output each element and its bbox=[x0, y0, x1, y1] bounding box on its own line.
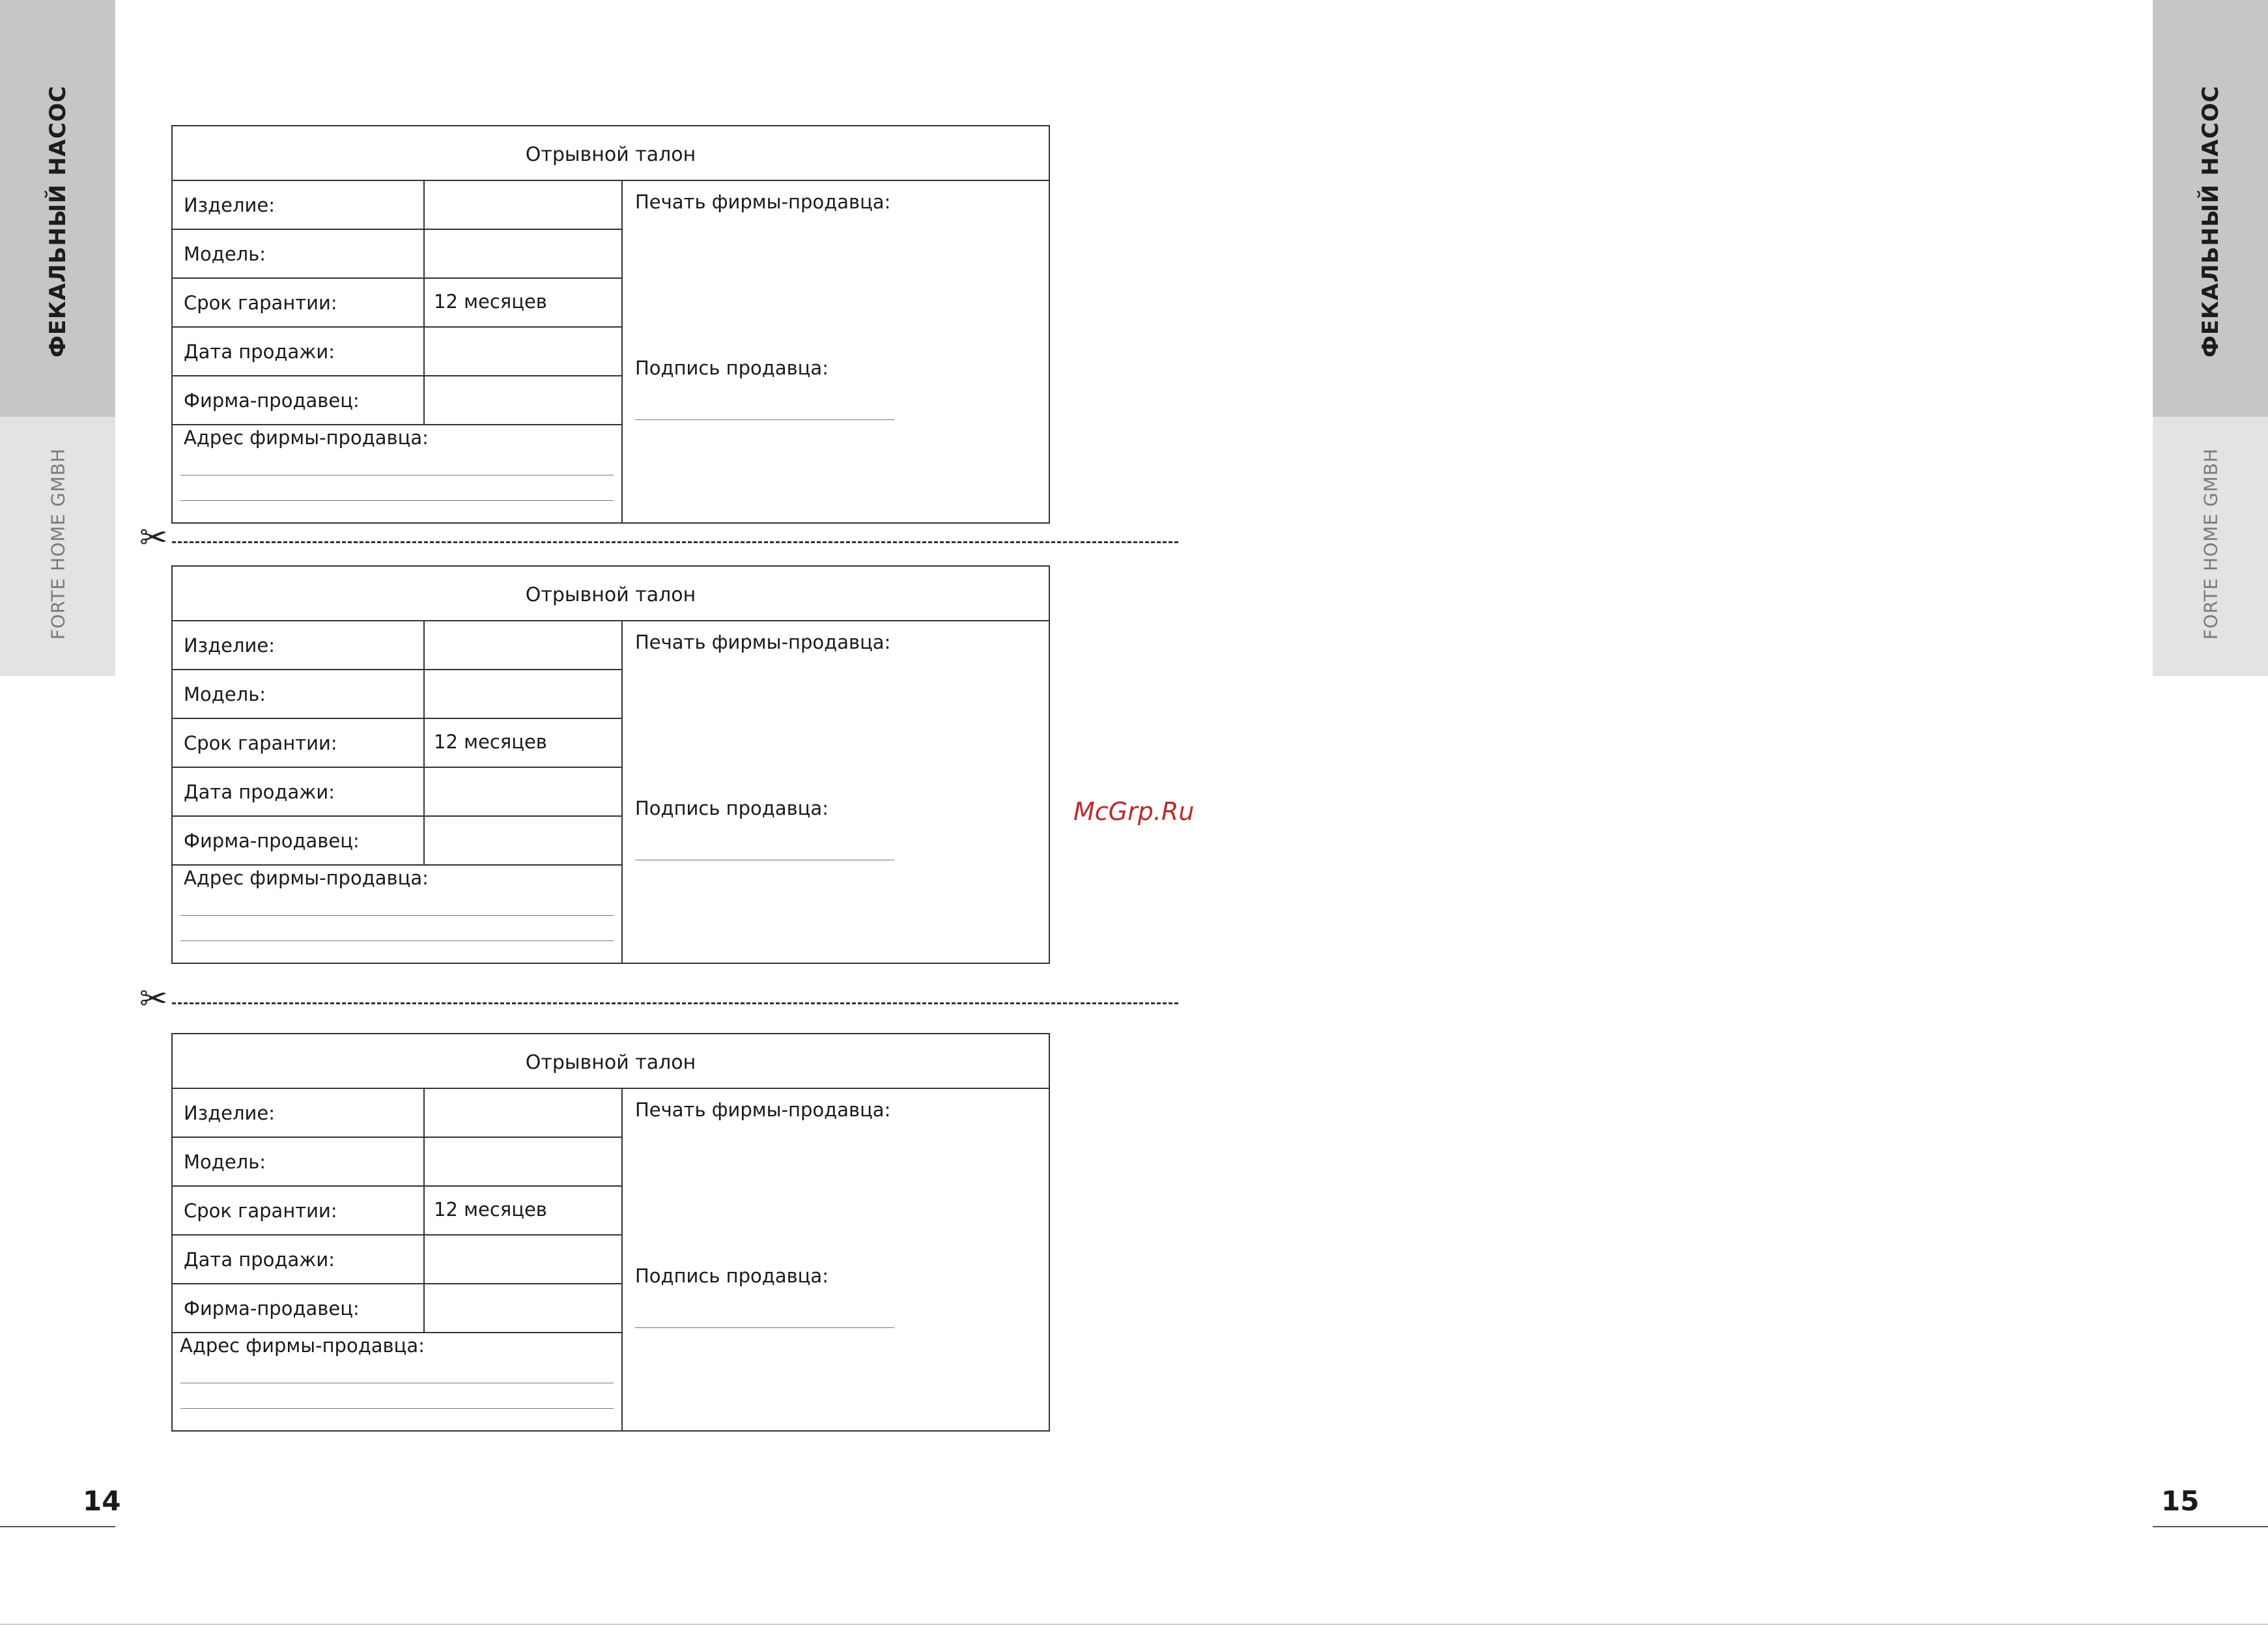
stamp-label: Печать фирмы-продавца: bbox=[635, 191, 891, 213]
row-label: Изделие: bbox=[184, 1102, 276, 1124]
coupon-row-product bbox=[173, 621, 621, 670]
coupon-row-seller bbox=[173, 1284, 621, 1333]
row-label: Дата продажи: bbox=[184, 781, 335, 803]
row-label: Изделие: bbox=[184, 634, 276, 657]
coupon-row-model bbox=[173, 670, 621, 719]
row-label: Изделие: bbox=[184, 194, 276, 216]
dashed-line bbox=[172, 1002, 1178, 1004]
row-label: Срок гарантии: bbox=[184, 1200, 337, 1222]
stamp-label: Печать фирмы-продавца: bbox=[635, 631, 891, 653]
column-divider bbox=[621, 1089, 623, 1430]
page-number-rule-left bbox=[0, 1526, 115, 1527]
row-value-cell[interactable] bbox=[423, 768, 621, 817]
address-line[interactable] bbox=[180, 940, 614, 941]
row-value-cell[interactable] bbox=[423, 670, 621, 719]
address-label: Адрес фирмы-продавца: bbox=[180, 1335, 425, 1357]
coupon-header: Отрывной талон bbox=[173, 126, 1049, 181]
row-value: 12 месяцев bbox=[434, 290, 547, 313]
row-value-cell[interactable] bbox=[423, 1138, 621, 1187]
column-divider bbox=[621, 181, 623, 522]
right-side-brand: FORTE HOME GMBH bbox=[2200, 447, 2221, 640]
row-value-cell[interactable] bbox=[423, 328, 621, 376]
row-value-cell[interactable] bbox=[423, 279, 621, 328]
page-number-left: 14 bbox=[83, 1485, 121, 1517]
row-value-cell[interactable] bbox=[423, 181, 621, 230]
coupon-row-model bbox=[173, 230, 621, 279]
row-value-cell[interactable] bbox=[423, 230, 621, 279]
coupon-row-product bbox=[173, 1089, 621, 1138]
coupon-2 bbox=[171, 565, 1050, 964]
left-side-brand: FORTE HOME GMBH bbox=[47, 447, 68, 640]
signature-label: Подпись продавца: bbox=[635, 1265, 829, 1287]
row-value-cell[interactable] bbox=[423, 817, 621, 866]
row-label: Дата продажи: bbox=[184, 1249, 335, 1271]
row-label: Модель: bbox=[184, 1151, 266, 1173]
coupon-row-sale-date bbox=[173, 768, 621, 817]
coupon-row-product bbox=[173, 181, 621, 230]
row-label: Дата продажи: bbox=[184, 341, 335, 363]
watermark-link[interactable]: McGrp.Ru bbox=[1073, 797, 1195, 826]
address-line[interactable] bbox=[180, 915, 614, 916]
signature-label: Подпись продавца: bbox=[635, 797, 829, 819]
left-side-tab-dark bbox=[0, 0, 115, 417]
row-value-cell[interactable] bbox=[423, 1284, 621, 1333]
coupon-header: Отрывной талон bbox=[173, 1034, 1049, 1089]
stamp-label: Печать фирмы-продавца: bbox=[635, 1099, 891, 1121]
coupon-row-model bbox=[173, 1138, 621, 1187]
row-value-cell[interactable] bbox=[423, 621, 621, 670]
coupon-header: Отрывной талон bbox=[173, 567, 1049, 621]
left-side-tab-light bbox=[0, 417, 115, 676]
row-value: 12 месяцев bbox=[434, 1198, 547, 1221]
right-side-title: ФЕКАЛЬНЫЙ НАСОС bbox=[2197, 85, 2224, 358]
row-label: Фирма-продавец: bbox=[184, 389, 360, 412]
page-number-rule-right bbox=[2153, 1526, 2268, 1527]
coupon-row-warranty bbox=[173, 1187, 621, 1236]
row-label: Срок гарантии: bbox=[184, 732, 337, 754]
row-value-cell[interactable] bbox=[423, 1187, 621, 1236]
address-label: Адрес фирмы-продавца: bbox=[184, 427, 429, 449]
row-value-cell[interactable] bbox=[423, 719, 621, 768]
coupon-row-seller bbox=[173, 817, 621, 866]
coupon-1 bbox=[171, 125, 1050, 524]
row-value-cell[interactable] bbox=[423, 376, 621, 425]
row-value-cell[interactable] bbox=[423, 1089, 621, 1138]
column-divider bbox=[621, 621, 623, 963]
row-value: 12 месяцев bbox=[434, 731, 547, 753]
address-line[interactable] bbox=[180, 500, 614, 501]
right-side-tab-light bbox=[2153, 417, 2268, 676]
coupon-row-seller bbox=[173, 376, 621, 425]
scissors-icon: ✂ bbox=[139, 518, 168, 558]
address-line[interactable] bbox=[180, 1408, 614, 1409]
row-label: Срок гарантии: bbox=[184, 292, 337, 314]
left-side-title: ФЕКАЛЬНЫЙ НАСОС bbox=[44, 85, 71, 358]
right-side-tab-dark bbox=[2153, 0, 2268, 417]
row-label: Модель: bbox=[184, 683, 266, 705]
signature-line[interactable] bbox=[635, 1327, 894, 1328]
dashed-line bbox=[172, 541, 1178, 543]
signature-label: Подпись продавца: bbox=[635, 357, 829, 379]
page-number-right: 15 bbox=[2161, 1485, 2200, 1517]
address-label: Адрес фирмы-продавца: bbox=[184, 867, 429, 889]
row-label: Модель: bbox=[184, 243, 266, 265]
coupon-row-warranty bbox=[173, 279, 621, 328]
row-label: Фирма-продавец: bbox=[184, 830, 360, 852]
coupon-row-warranty bbox=[173, 719, 621, 768]
coupon-row-sale-date bbox=[173, 1236, 621, 1284]
signature-line[interactable] bbox=[635, 419, 894, 420]
row-label: Фирма-продавец: bbox=[184, 1297, 360, 1320]
row-value-cell[interactable] bbox=[423, 1236, 621, 1284]
coupon-3 bbox=[171, 1033, 1050, 1432]
scissors-icon: ✂ bbox=[139, 980, 168, 1019]
coupon-row-sale-date bbox=[173, 328, 621, 376]
